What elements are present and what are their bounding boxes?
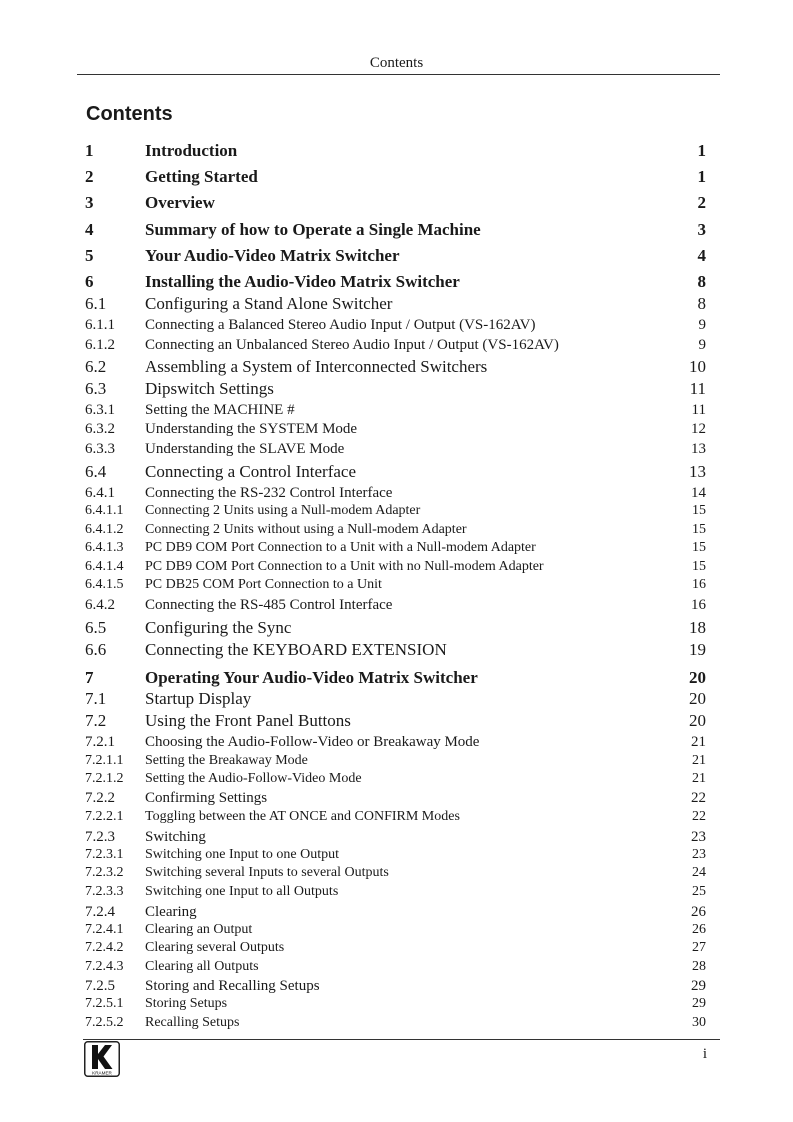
toc-number: 2: [85, 167, 94, 186]
toc-entry[interactable]: [0, 400, 793, 420]
toc-title: PC DB9 COM Port Connection to a Unit with a Null-modem Adapter: [145, 540, 536, 555]
toc-entry[interactable]: [0, 688, 793, 710]
toc-number: 7.2.4.3: [85, 959, 124, 974]
toc-title: Setting the Breakaway Mode: [145, 753, 308, 768]
toc-number: 6.3: [85, 379, 107, 398]
toc-number: 7.2: [85, 711, 107, 730]
toc-number: 6.1.1: [85, 317, 115, 333]
toc-number: 6.4.1: [85, 485, 115, 501]
toc-title: Operating Your Audio-Video Matrix Switcher: [145, 668, 478, 687]
toc-entry[interactable]: [0, 864, 793, 882]
toc-page-number: 15: [692, 540, 706, 555]
toc-title: Getting Started: [145, 167, 258, 186]
toc-page-number: 22: [691, 790, 706, 806]
toc-title: Switching one Input to all Outputs: [145, 884, 339, 899]
toc-page-number: 8: [697, 272, 706, 291]
toc-number: 6.3.2: [85, 421, 115, 437]
toc-number: 6.4: [85, 462, 107, 481]
toc-title: Connecting an Unbalanced Stereo Audio Input / Output (VS-162AV): [145, 337, 559, 353]
toc-number: 7.2.4.2: [85, 940, 124, 955]
toc-entry[interactable]: [0, 483, 793, 503]
toc-entry[interactable]: [0, 558, 793, 576]
toc-page-number: 15: [692, 503, 706, 518]
toc-entry[interactable]: [0, 378, 793, 400]
toc-title: Storing Setups: [145, 996, 228, 1011]
toc-entry[interactable]: [0, 958, 793, 976]
toc-number: 6.4.1.1: [85, 503, 124, 518]
toc-page-number: 21: [692, 771, 706, 786]
toc-entry[interactable]: [0, 939, 793, 957]
toc-title: Clearing all Outputs: [145, 959, 259, 974]
toc-number: 5: [85, 246, 94, 265]
toc-number: 7.2.3.3: [85, 884, 124, 899]
toc-number: 6.4.1.4: [85, 559, 124, 574]
toc-number: 6.4.1.2: [85, 522, 124, 537]
toc-entry[interactable]: [0, 883, 793, 901]
toc-page-number: 1: [697, 141, 706, 160]
toc-entry[interactable]: [0, 976, 793, 996]
toc-number: 6.4.2: [85, 597, 115, 613]
toc-number: 7.2.5.2: [85, 1015, 124, 1030]
toc-number: 7.2.1.2: [85, 771, 124, 786]
toc-number: 6.3.3: [85, 441, 115, 457]
toc-page-number: 9: [698, 337, 706, 353]
toc-number: 7.2.2.1: [85, 809, 124, 824]
toc-page-number: 10: [689, 357, 706, 376]
toc-title: Connecting 2 Units using a Null-modem Adapter: [145, 503, 421, 518]
toc-title: Understanding the SYSTEM Mode: [145, 421, 358, 437]
page-number: i: [702, 1046, 707, 1062]
toc-page-number: 20: [689, 689, 706, 708]
toc-page-number: 11: [689, 379, 706, 398]
kramer-logo-text: KRAMER: [92, 1070, 112, 1076]
toc-entry[interactable]: [0, 539, 793, 557]
toc-title: Connecting a Balanced Stereo Audio Input / Output (VS-162AV): [145, 317, 536, 333]
toc-title: Connecting a Control Interface: [145, 462, 357, 481]
toc-entry[interactable]: [0, 502, 793, 520]
toc-page-number: 27: [692, 940, 706, 955]
toc-number: 7: [85, 668, 94, 687]
toc-entry[interactable]: [0, 576, 793, 594]
toc-title: Understanding the SLAVE Mode: [145, 441, 345, 457]
toc-page-number: 16: [691, 597, 706, 613]
toc-number: 7.2.5.1: [85, 996, 124, 1011]
toc-entry[interactable]: [0, 270, 793, 294]
toc-title: Dipswitch Settings: [145, 379, 274, 398]
toc-page-number: 26: [692, 922, 706, 937]
toc-title: Summary of how to Operate a Single Machine: [145, 220, 481, 239]
toc-title: Setting the Audio-Follow-Video Mode: [145, 771, 362, 786]
toc-number: 4: [85, 220, 94, 239]
toc-number: 1: [85, 141, 94, 160]
kramer-logo-icon: [84, 1041, 120, 1077]
footer-rule: [83, 1039, 720, 1040]
toc-number: 6.1: [85, 294, 107, 313]
toc-page-number: 8: [697, 294, 706, 313]
toc-title: Using the Front Panel Buttons: [145, 711, 351, 730]
toc-page-number: 22: [692, 809, 706, 824]
toc-title: Switching: [145, 829, 206, 845]
toc-entry[interactable]: [0, 293, 793, 315]
toc-entry[interactable]: [0, 846, 793, 864]
toc-page-number: 20: [689, 668, 706, 687]
toc-entry[interactable]: [0, 595, 793, 615]
toc-entry[interactable]: [0, 191, 793, 215]
toc-page-number: 4: [697, 246, 706, 265]
toc-number: 6.5: [85, 618, 107, 637]
toc-entry[interactable]: [0, 639, 793, 661]
toc-entry[interactable]: [0, 902, 793, 922]
toc-entry[interactable]: [0, 315, 793, 335]
toc-page-number: 14: [691, 485, 706, 501]
toc-entry[interactable]: [0, 439, 793, 459]
toc-entry[interactable]: [0, 995, 793, 1013]
toc-title: Clearing: [145, 904, 197, 920]
toc-entry[interactable]: [0, 732, 793, 752]
toc-title: Connecting the RS-485 Control Interface: [145, 597, 393, 613]
toc-title: Assembling a System of Interconnected Switchers: [145, 357, 488, 376]
toc-title: Introduction: [145, 141, 238, 160]
toc-entry[interactable]: [0, 244, 793, 268]
toc-entry[interactable]: [0, 752, 793, 770]
toc-page-number: 12: [691, 421, 706, 437]
toc-title: Connecting 2 Units without using a Null-modem Adapter: [145, 522, 467, 537]
toc-title: Switching one Input to one Output: [145, 847, 340, 862]
toc-number: 7.2.5: [85, 978, 115, 994]
toc-title: Overview: [145, 193, 215, 212]
toc-page-number: 23: [691, 829, 706, 845]
toc-entry[interactable]: [0, 335, 793, 355]
toc-number: 7.2.3.1: [85, 847, 124, 862]
toc-number: 7.2.1: [85, 734, 115, 750]
toc-entry[interactable]: [0, 921, 793, 939]
toc-number: 7.2.4: [85, 904, 115, 920]
toc-entry[interactable]: [0, 666, 793, 690]
toc-page-number: 18: [689, 618, 706, 637]
toc-page-number: 23: [692, 847, 706, 862]
toc-entry[interactable]: [0, 356, 793, 378]
toc-entry[interactable]: [0, 770, 793, 788]
toc-entry[interactable]: [0, 218, 793, 242]
toc-number: 7.1: [85, 689, 107, 708]
toc-number: 7.2.4.1: [85, 922, 124, 937]
toc-page-number: 9: [698, 317, 706, 333]
toc-number: 6.4.1.5: [85, 577, 124, 592]
toc-entry[interactable]: [0, 808, 793, 826]
toc-title: Configuring a Stand Alone Switcher: [145, 294, 393, 313]
toc-number: 6.4.1.3: [85, 540, 124, 555]
toc-page-number: 15: [692, 522, 706, 537]
toc-number: 7.2.1.1: [85, 753, 124, 768]
toc-title: Confirming Settings: [145, 790, 268, 806]
toc-number: 6.2: [85, 357, 107, 376]
toc-page-number: 2: [697, 193, 706, 212]
toc-entry[interactable]: [0, 788, 793, 808]
toc-number: 3: [85, 193, 94, 212]
toc-title: Storing and Recalling Setups: [145, 978, 320, 994]
toc-title: Connecting the RS-232 Control Interface: [145, 485, 393, 501]
toc-page-number: 11: [691, 402, 706, 418]
toc-page-number: 1: [697, 167, 706, 186]
toc-number: 7.2.3: [85, 829, 115, 845]
toc-number: 6.1.2: [85, 337, 115, 353]
toc-number: 6.6: [85, 640, 107, 659]
toc-title: PC DB9 COM Port Connection to a Unit with no Null-modem Adapter: [145, 559, 544, 574]
toc-page-number: 26: [691, 904, 706, 920]
toc-page-number: 20: [689, 711, 706, 730]
toc-title: Choosing the Audio-Follow-Video or Breakaway Mode: [145, 734, 480, 750]
toc-page-number: 15: [692, 559, 706, 574]
toc-title: Installing the Audio-Video Matrix Switcher: [145, 272, 460, 291]
toc-entry[interactable]: [0, 1014, 793, 1032]
toc-entry[interactable]: [0, 710, 793, 732]
toc-page-number: 13: [691, 441, 706, 457]
toc-entry[interactable]: [0, 419, 793, 439]
toc-page-number: 24: [692, 865, 706, 880]
toc-page-number: 21: [691, 734, 706, 750]
toc-page-number: 19: [689, 640, 706, 659]
toc-title: Startup Display: [145, 689, 252, 708]
toc-entry[interactable]: [0, 461, 793, 483]
toc-page-number: 16: [692, 577, 706, 592]
toc-title: PC DB25 COM Port Connection to a Unit: [145, 577, 382, 592]
toc-page-number: 25: [692, 884, 706, 899]
toc-page-number: 13: [689, 462, 706, 481]
toc-number: 7.2.2: [85, 790, 115, 806]
toc-number: 6.3.1: [85, 402, 115, 418]
toc-title: Configuring the Sync: [145, 618, 292, 637]
toc-number: 7.2.3.2: [85, 865, 124, 880]
toc-title: Your Audio-Video Matrix Switcher: [145, 246, 400, 265]
toc-title: Connecting the KEYBOARD EXTENSION: [145, 640, 447, 659]
toc-number: 6: [85, 272, 94, 291]
running-header: Contents: [369, 55, 424, 71]
toc-title: Switching several Inputs to several Outputs: [145, 865, 389, 880]
toc-entry[interactable]: [0, 165, 793, 189]
toc-entry[interactable]: [0, 827, 793, 847]
page-title: Contents: [86, 103, 173, 125]
toc-page-number: 21: [692, 753, 706, 768]
toc-entry[interactable]: [0, 521, 793, 539]
toc-page-number: 29: [692, 996, 706, 1011]
toc-title: Clearing an Output: [145, 922, 253, 937]
toc-title: Recalling Setups: [145, 1015, 240, 1030]
toc-page-number: 29: [691, 978, 706, 994]
toc-page-number: 3: [697, 220, 706, 239]
toc-title: Setting the MACHINE #: [145, 402, 295, 418]
toc-page-number: 30: [692, 1015, 706, 1030]
toc-entry[interactable]: [0, 617, 793, 639]
toc-page-number: 28: [692, 959, 706, 974]
toc-entry[interactable]: [0, 139, 793, 163]
toc-title: Toggling between the AT ONCE and CONFIRM Modes: [145, 809, 460, 824]
toc-title: Clearing several Outputs: [145, 940, 285, 955]
